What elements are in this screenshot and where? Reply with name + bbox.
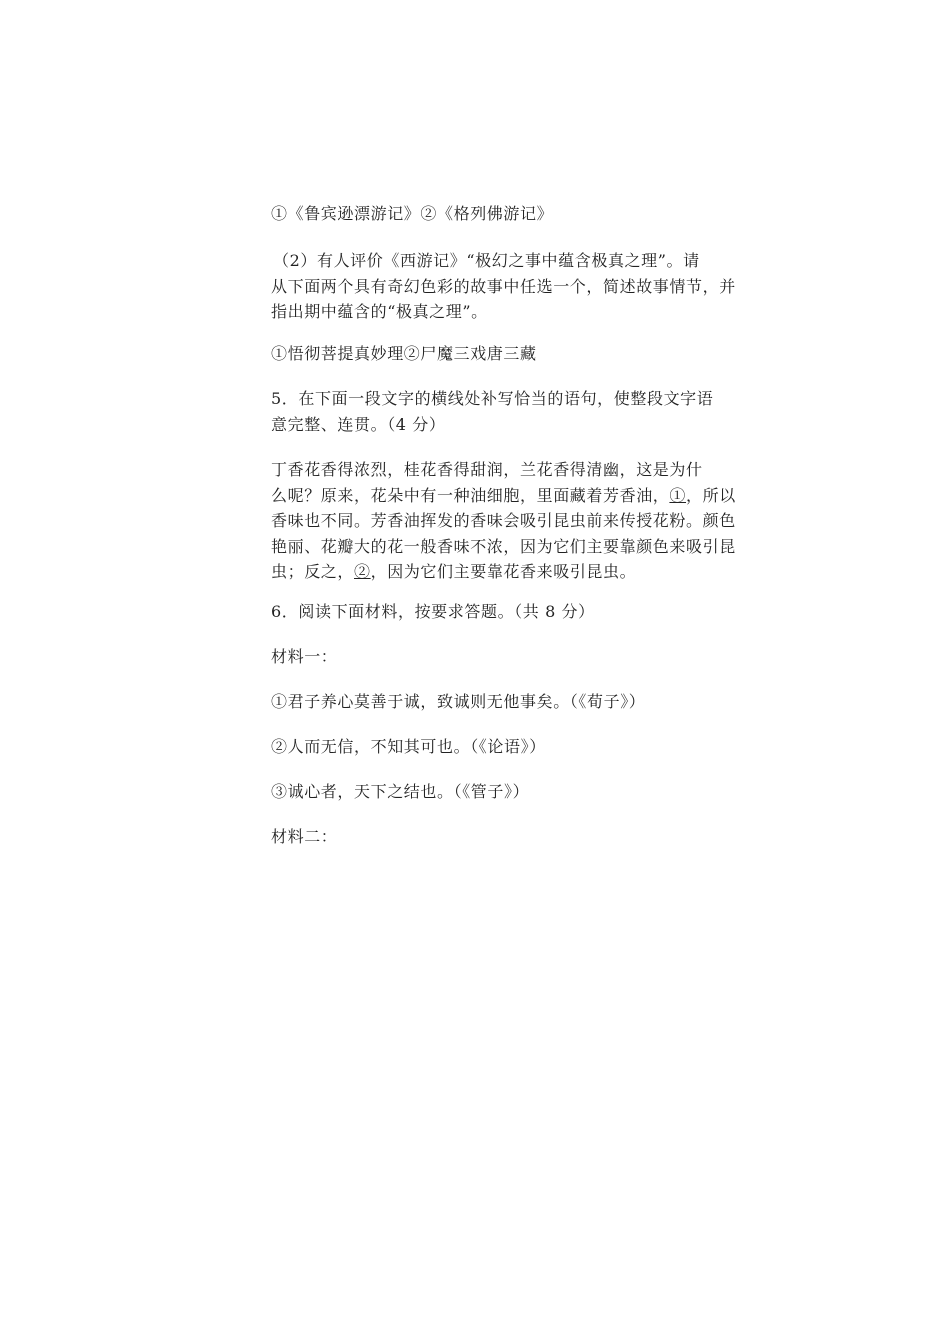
question-5-line: 意完整、连贯。（4 分）	[271, 414, 446, 434]
question-4-2	[271, 248, 736, 325]
passage-paragraph	[271, 457, 736, 585]
material-1-item: ①君子养心莫善于诚，致诚则无他事矣。（《荀子》）	[271, 692, 646, 711]
passage-line	[271, 559, 707, 585]
question-5-line: 5．在下面一段文字的横线处补写恰当的语句，使整段文字语	[271, 389, 714, 408]
story-options: ①悟彻菩提真妙理②尸魔三戏唐三藏	[271, 344, 537, 363]
passage-text: ，因为它们主要靠花香来吸引昆虫。	[370, 562, 637, 581]
question-4-2-line: 指出期中蕴含的“极真之理”。	[271, 302, 488, 321]
passage-text: ，所以	[686, 485, 736, 505]
passage-text: 虫；反之，	[271, 562, 355, 581]
passage-line: 香味也不同。芳香油挥发的香味会吸引昆虫前来传授花粉。颜色	[271, 511, 736, 530]
passage-line	[271, 483, 736, 509]
material-2-label: 材料二：	[271, 827, 338, 846]
passage-text: 么呢？原来，花朵中有一种油细胞，里面藏着芳香油，	[271, 485, 670, 505]
material-1-item: ③诚心者，天下之结也。（《管子》）	[271, 782, 530, 801]
question-5	[271, 386, 714, 437]
question-4-2-line: 从下面两个具有奇幻色彩的故事中任选一个，简述故事情节，并	[271, 276, 736, 296]
material-1-item: ②人而无信，不知其可也。（《论语》）	[271, 737, 546, 756]
passage-line: 艳丽、花瓣大的花一般香味不浓，因为它们主要靠颜色来吸引昆	[271, 536, 736, 556]
blank-2: ②	[354, 562, 371, 581]
question-4-2-line: （2）有人评价《西游记》“极幻之事中蕴含极真之理”。请	[273, 251, 700, 270]
passage-line: 丁香花香得浓烈，桂花香得甜润，兰花香得清幽，这是为什	[271, 460, 703, 479]
material-1-label: 材料一：	[271, 647, 338, 666]
book-options: ①《鲁宾逊漂游记》②《格列佛游记》	[271, 204, 554, 223]
blank-1: ①	[669, 485, 687, 505]
question-6: 6．阅读下面材料，按要求答题。（共 8 分）	[271, 602, 595, 621]
